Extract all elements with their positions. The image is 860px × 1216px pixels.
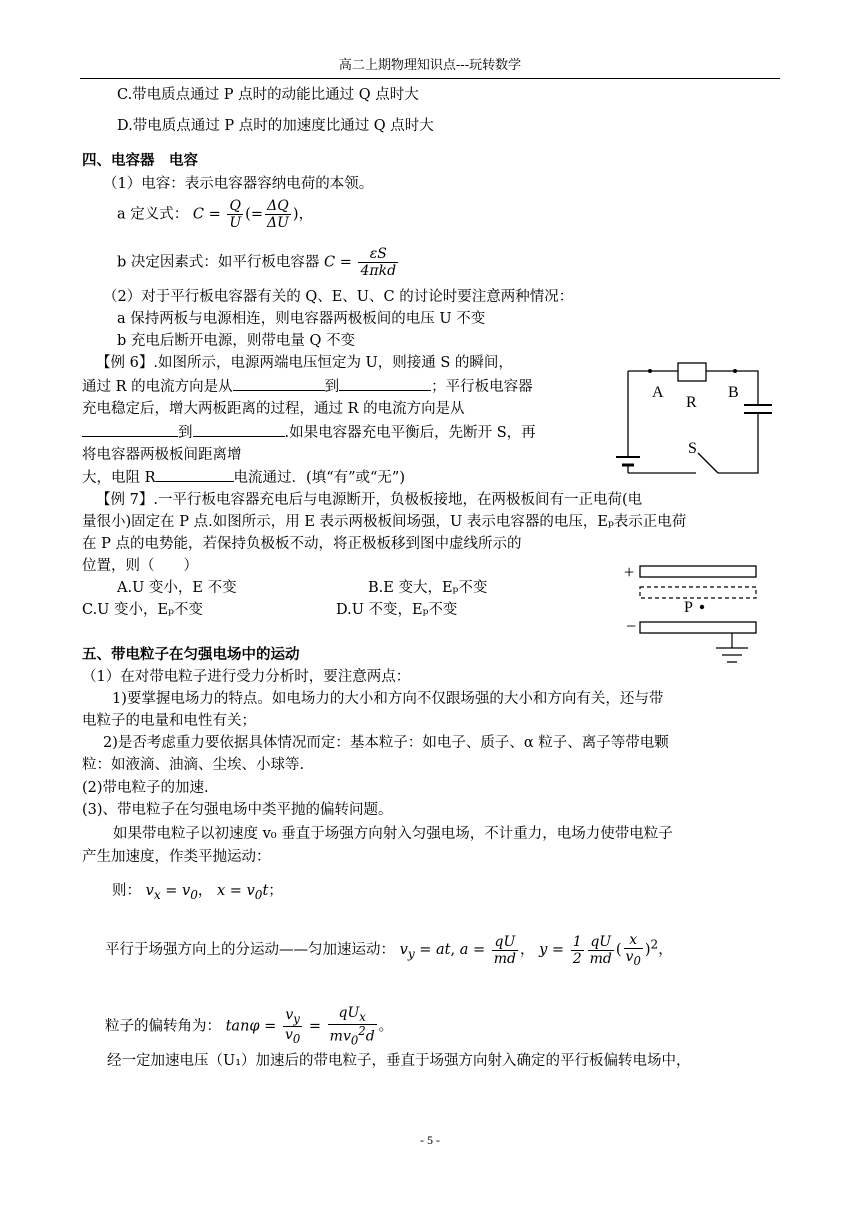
section-5-title: 五、带电粒子在匀强电场中的运动 bbox=[82, 646, 300, 663]
capacitor-figure bbox=[620, 560, 770, 682]
minus-sign: − bbox=[626, 616, 637, 636]
example-7-option-b: B.E 变大，Eₚ不变 bbox=[368, 580, 488, 596]
example-6-line-4: 到 .如果电容器充电平衡后，先断开 S，再 bbox=[82, 424, 536, 442]
deflection-angle-formula: 粒子的偏转角为： tanφ = $\frac{v_y}{v_0}$ = $\frac{qU_x}{mv_0^2d}$ 。 bbox=[105, 1005, 394, 1048]
example-7-line-2: 量很小)固定在 P 点.如图所示，用 E 表示两极板间场强，U 表示电容器的电压，Eₚ表示正电荷 bbox=[82, 514, 687, 530]
acceleration-heading: (2)带电粒子的加速. bbox=[82, 780, 209, 796]
paragraph-line-1: 如果带电粒子以初速度 v₀ 垂直于场强方向射入匀强电场，不计重力，电场力使带电粒子 bbox=[113, 826, 673, 842]
point-2-line-1: 2)是否考虑重力要依据具体情况而定：基本粒子：如电子、质子、α 粒子、离子等带电颗 bbox=[103, 735, 669, 751]
page-header: 高二上期物理知识点---玩转数学 bbox=[338, 58, 522, 73]
point-1-line-1: 1)要掌握电场力的特点。如电场力的大小和方向不仅跟场强的大小和方向有关，还与带 bbox=[112, 691, 664, 707]
case-a: a 保持两板与电源相连，则电容器两极板间的电压 U 不变 bbox=[117, 311, 486, 327]
example-6-line-3: 充电稳定后，增大两板距离的过程，通过 R 的电流方向是从 bbox=[82, 401, 465, 417]
label-s: S bbox=[688, 440, 697, 457]
header-rule bbox=[80, 78, 780, 79]
option-d-line: D.带电质点通过 P 点时的加速度比通过 Q 点时大 bbox=[117, 118, 434, 134]
example-7-line-1: 【例 7】.一平行板电容器充电后与电源断开，负极板接地，在两极板间有一正电荷(电 bbox=[96, 492, 643, 508]
capacitance-definition: （1）电容：表示电容器容纳电荷的本领。 bbox=[103, 176, 374, 192]
example-7-option-a: A.U 变小，E 不变 bbox=[117, 580, 237, 596]
determinant-label: b 决定因素式：如平行板电容器 bbox=[117, 254, 320, 271]
circuit-figure bbox=[598, 355, 798, 480]
paragraph-line-2: 产生加速度，作类平抛运动： bbox=[82, 849, 271, 865]
example-6-line-6: 大，电阻 R 电流通过．(填“有”或“无”) bbox=[82, 470, 405, 486]
two-cases-intro: （2）对于平行板电容器有关的 Q、E、U、C 的讨论时要注意两种情况： bbox=[103, 289, 574, 305]
page-number: - 5 - bbox=[420, 1133, 440, 1147]
resistor-r bbox=[678, 363, 706, 381]
example-6-line-2: 通过 R 的电流方向是从 到 ；平行板电容器 bbox=[82, 379, 533, 395]
example-6-line-5: 将电容器两极板间距离增 bbox=[82, 447, 242, 463]
final-paragraph-line: 经一定加速电压（U₁）加速后的带电粒子，垂直于场强方向射入确定的平行板偏转电场中， bbox=[107, 1053, 691, 1069]
determinant-formula: b 决定因素式：如平行板电容器 C = $\frac{\varepsilon S}{\text{4πkd}}$ bbox=[117, 246, 397, 280]
label-p: P bbox=[684, 599, 693, 616]
label-a: A bbox=[652, 384, 664, 401]
option-c-line: C.带电质点通过 P 点时的动能比通过 Q 点时大 bbox=[117, 87, 419, 103]
label-b: B bbox=[728, 384, 739, 401]
definition-formula: a 定义式： C = $\frac{Q}{U}$ (= $\frac{\Delta Q}{\Delta U}$ )， bbox=[117, 198, 314, 232]
definition-label: a 定义式： bbox=[117, 206, 189, 223]
example-7-line-3: 在 P 点的电势能，若保持负极板不动，将正极板移到图中虚线所示的 bbox=[82, 536, 522, 552]
accelerated-motion-formula: 平行于场强方向上的分运动——匀加速运动： $v_y$ = at, a = $\frac{qU}{md}$ ， y = $\frac{1}{2}$ $\frac{qU}{md}$ ( $\frac{x}{v_0}$ )$^2$， bbox=[105, 932, 673, 968]
case-b: b 充电后断开电源，则带电量 Q 不变 bbox=[117, 333, 355, 349]
dashed-plate-position bbox=[640, 587, 756, 598]
example-6-line-1: 【例 6】.如图所示，电源两端电压恒定为 U，则接通 S 的瞬间， bbox=[96, 355, 513, 371]
negative-plate bbox=[640, 622, 756, 633]
plus-sign: + bbox=[624, 562, 635, 582]
label-r: R bbox=[686, 394, 697, 411]
example-7-line-4: 位置，则（ ） bbox=[82, 558, 198, 574]
example-7-option-d: D.U 不变，Eₚ不变 bbox=[336, 602, 458, 618]
point-1-line-2: 电粒子的电量和电性有关； bbox=[82, 713, 256, 729]
uniform-motion-formula: 则： $v_x = v_0$， $x = v_0t$； bbox=[112, 883, 283, 902]
point-2-line-2: 粒：如液滴、油滴、尘埃、小球等. bbox=[82, 757, 305, 773]
section-4-title: 四、电容器 电容 bbox=[82, 152, 198, 169]
deflection-heading: (3)、带电粒子在匀强电场中类平抛的偏转问题。 bbox=[82, 802, 393, 818]
example-7-option-c: C.U 变小，Eₚ不变 bbox=[82, 602, 203, 618]
positive-plate bbox=[640, 566, 756, 577]
force-analysis-intro: （1）在对带电粒子进行受力分析时，要注意两点： bbox=[82, 669, 411, 685]
